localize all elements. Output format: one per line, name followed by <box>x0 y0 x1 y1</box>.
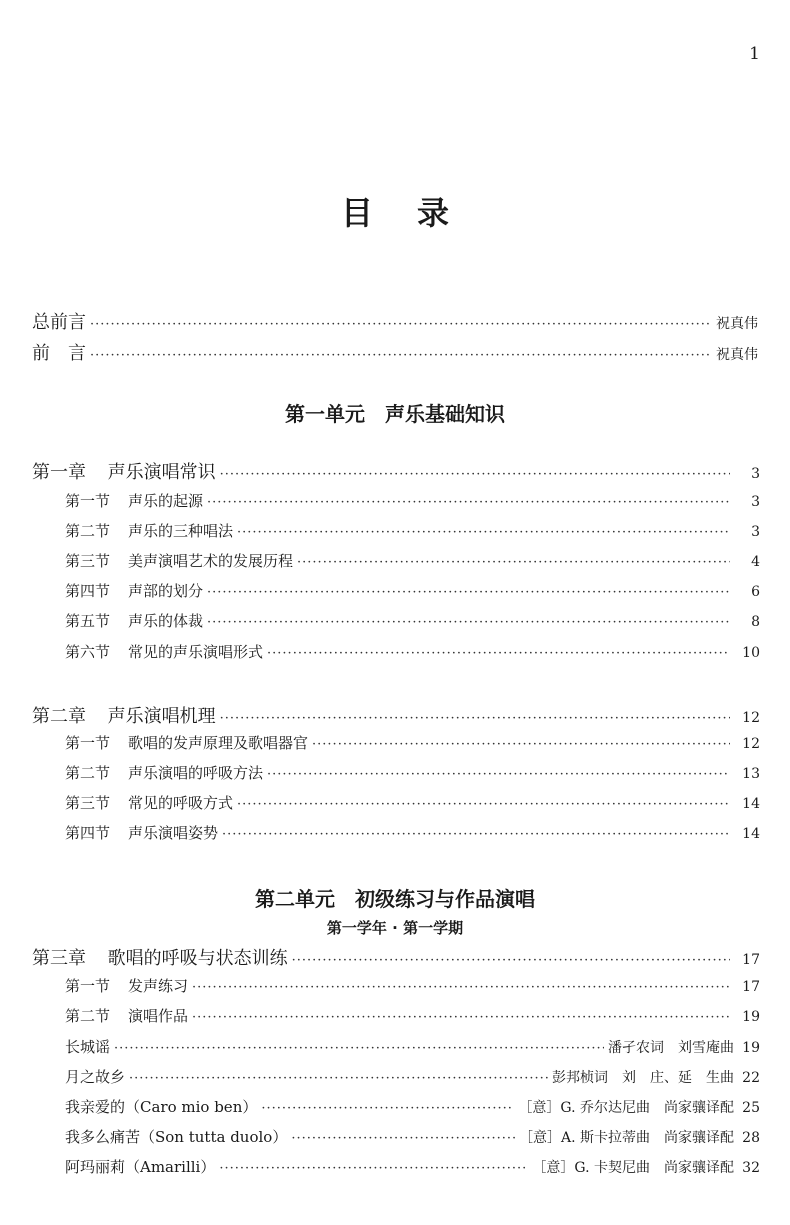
song-credit: ［意］A. 斯卡拉蒂曲 尚家骧译配 <box>518 1130 734 1146</box>
dot-leader <box>90 348 712 363</box>
section-title: 常见的呼吸方式 <box>128 794 234 812</box>
page-ref: 32 <box>742 1160 760 1176</box>
dot-leader <box>220 467 730 482</box>
dot-leader <box>129 1071 548 1086</box>
song-credit: 彭邦桢词 刘 庄、延 生曲 <box>552 1070 734 1086</box>
chapter-number: 第一章 <box>32 462 86 483</box>
section-number: 第二节 <box>65 1007 111 1025</box>
dot-leader <box>207 585 730 600</box>
page-ref: 4 <box>751 554 760 570</box>
toc-entry-section[interactable] <box>65 792 760 813</box>
toc-entry-section[interactable] <box>65 490 760 511</box>
page-ref: 12 <box>742 736 760 752</box>
section-number: 第一节 <box>65 734 111 752</box>
section-title: 声乐的体裁 <box>128 612 204 630</box>
toc-entry-section[interactable] <box>65 550 760 571</box>
entry-label: 总前言 <box>32 312 86 333</box>
section-number: 第四节 <box>65 582 111 600</box>
page-ref: 8 <box>751 614 760 630</box>
page-ref: 22 <box>742 1070 760 1086</box>
dot-leader <box>207 615 730 630</box>
page-ref: 3 <box>751 466 760 482</box>
dot-leader <box>297 555 730 570</box>
section-title: 声乐演唱姿势 <box>128 824 219 842</box>
dot-leader <box>114 1041 604 1056</box>
dot-leader <box>207 495 730 510</box>
section-number: 第一节 <box>65 492 111 510</box>
toc-entry-section[interactable] <box>65 822 760 843</box>
dot-leader <box>261 1101 514 1116</box>
section-title: 声乐的三种唱法 <box>128 522 234 540</box>
section-title: 美声演唱艺术的发展历程 <box>128 552 294 570</box>
toc-entry-section[interactable] <box>65 610 760 631</box>
chapter-title: 歌唱的呼吸与状态训练 <box>107 948 288 969</box>
section-title: 常见的声乐演唱形式 <box>128 643 264 661</box>
dot-leader <box>222 827 730 842</box>
term-heading: 第一学年 · 第一学期 <box>326 919 464 937</box>
dot-leader <box>292 953 730 968</box>
song-title: 我多么痛苦（Son tutta duolo） <box>65 1128 288 1146</box>
song-title: 我亲爱的（Caro mio ben） <box>65 1098 258 1116</box>
toc-entry-song[interactable] <box>65 1096 760 1117</box>
page-number: 1 <box>749 44 760 64</box>
toc-entry-section[interactable] <box>65 520 760 541</box>
entry-label: 前 言 <box>32 343 86 364</box>
dot-leader <box>219 1161 528 1176</box>
toc-entry-preface-general[interactable] <box>32 308 758 334</box>
toc-entry-chapter-3[interactable] <box>32 944 760 970</box>
toc-entry-section[interactable] <box>65 975 760 996</box>
unit-heading-1: 第一单元 声乐基础知识 <box>285 402 505 426</box>
page-ref: 28 <box>742 1130 760 1146</box>
dot-leader <box>192 980 730 995</box>
page-ref: 19 <box>742 1009 760 1025</box>
page-ref: 10 <box>742 645 760 661</box>
song-credit: ［意］G. 乔尔达尼曲 尚家骧译配 <box>518 1100 734 1116</box>
toc-entry-section[interactable] <box>65 580 760 601</box>
section-number: 第三节 <box>65 552 111 570</box>
toc-entry-section[interactable] <box>65 762 760 783</box>
chapter-number: 第二章 <box>32 706 86 727</box>
toc-entry-section[interactable] <box>65 732 760 753</box>
song-title: 阿玛丽莉（Amarilli） <box>65 1158 216 1176</box>
entry-author: 祝真伟 <box>716 316 758 332</box>
page-ref: 17 <box>742 979 760 995</box>
toc-entry-section[interactable] <box>65 641 760 662</box>
entry-author: 祝真伟 <box>716 347 758 363</box>
section-title: 发声练习 <box>128 977 189 995</box>
toc-entry-song[interactable] <box>65 1156 760 1177</box>
toc-entry-song[interactable] <box>65 1066 760 1087</box>
section-title: 声乐的起源 <box>128 492 204 510</box>
section-number: 第一节 <box>65 977 111 995</box>
section-number: 第二节 <box>65 764 111 782</box>
page-ref: 6 <box>751 584 760 600</box>
page-ref: 13 <box>742 766 760 782</box>
page-ref: 3 <box>751 494 760 510</box>
section-title: 声乐演唱的呼吸方法 <box>128 764 264 782</box>
page-ref: 19 <box>742 1040 760 1056</box>
dot-leader <box>291 1131 515 1146</box>
song-title: 长城谣 <box>65 1038 111 1056</box>
chapter-title: 声乐演唱机理 <box>107 706 216 727</box>
section-number: 第六节 <box>65 643 111 661</box>
dot-leader <box>192 1010 730 1025</box>
dot-leader <box>267 646 730 661</box>
dot-leader <box>267 767 730 782</box>
section-number: 第四节 <box>65 824 111 842</box>
page-ref: 12 <box>742 710 760 726</box>
section-number: 第三节 <box>65 794 111 812</box>
toc-entry-chapter-1[interactable] <box>32 458 760 484</box>
page-ref: 25 <box>742 1100 760 1116</box>
chapter-number: 第三章 <box>32 948 86 969</box>
section-number: 第五节 <box>65 612 111 630</box>
page-ref: 14 <box>742 826 760 842</box>
page-ref: 3 <box>751 524 760 540</box>
unit-heading-2: 第二单元 初级练习与作品演唱 <box>255 887 535 911</box>
toc-entry-song[interactable] <box>65 1126 760 1147</box>
section-title: 演唱作品 <box>128 1007 189 1025</box>
song-title: 月之故乡 <box>65 1068 126 1086</box>
dot-leader <box>237 525 730 540</box>
section-title: 歌唱的发声原理及歌唱器官 <box>128 734 309 752</box>
dot-leader <box>237 797 730 812</box>
chapter-title: 声乐演唱常识 <box>107 462 216 483</box>
dot-leader <box>312 737 730 752</box>
dot-leader <box>90 317 712 332</box>
page-ref: 17 <box>742 952 760 968</box>
song-credit: ［意］G. 卡契尼曲 尚家骧译配 <box>532 1160 734 1176</box>
toc-entry-song[interactable] <box>65 1036 760 1057</box>
toc-entry-section[interactable] <box>65 1005 760 1026</box>
section-number: 第二节 <box>65 522 111 540</box>
page-title: 目录 <box>340 194 493 232</box>
song-credit: 潘孑农词 刘雪庵曲 <box>608 1040 734 1056</box>
dot-leader <box>220 711 730 726</box>
toc-entry-chapter-2[interactable] <box>32 702 760 728</box>
toc-entry-preface[interactable] <box>32 339 758 365</box>
section-title: 声部的划分 <box>128 582 204 600</box>
page-ref: 14 <box>742 796 760 812</box>
